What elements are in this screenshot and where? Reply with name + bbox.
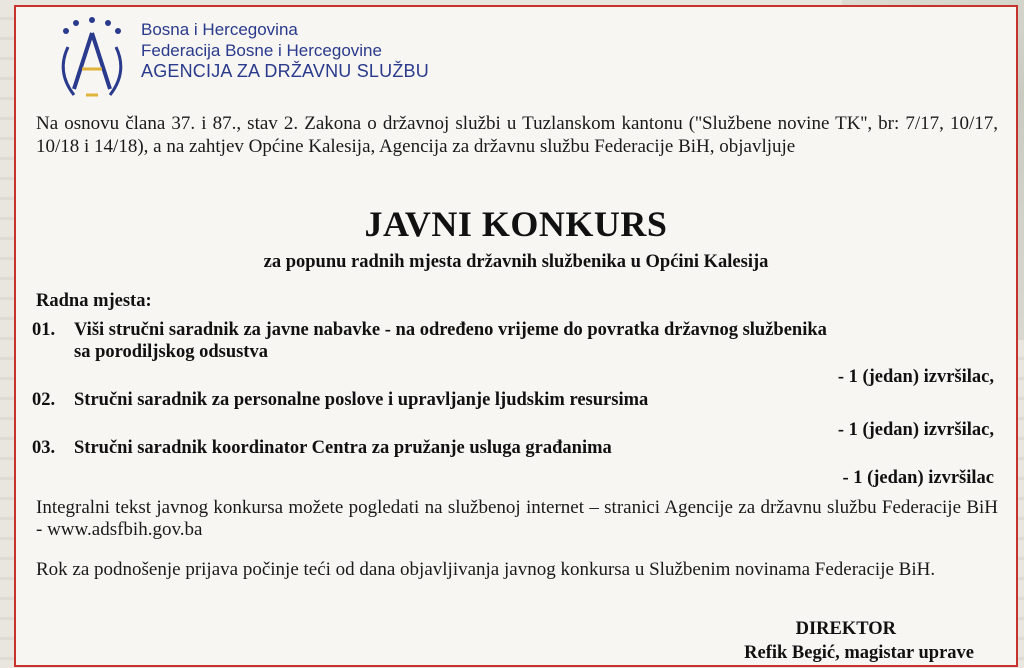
positions-label: Radna mjesta:	[36, 291, 152, 311]
agency-header	[141, 19, 429, 82]
position-count-03: - 1 (jedan) izvršilac	[842, 468, 994, 488]
position-number: 01.	[32, 320, 56, 340]
header-line-federation: Federacija Bosne i Hercegovine	[141, 41, 382, 60]
notice-title: JAVNI KONKURS	[364, 204, 668, 244]
position-count-02: - 1 (jedan) izvršilac,	[837, 420, 994, 440]
position-title: Stručni saradnik koordinator Centra za pružanje usluga građanima	[74, 438, 612, 458]
position-title-continued: sa porodiljskog odsustva	[74, 342, 268, 362]
agency-logo-icon	[46, 17, 138, 101]
position-count-01: - 1 (jedan) izvršilac,	[837, 367, 994, 387]
deadline-paragraph: Rok za podnošenje prijava počinje teći od dana objavljivanja javnog konkursa u Službenim novinama Federacije BiH.	[36, 559, 936, 580]
header-line-agency: AGENCIJA ZA DRŽAVNU SLUŽBU	[141, 61, 429, 81]
position-title: Stručni saradnik za personalne poslove i upravljanje ljudskim resursima	[74, 390, 649, 410]
signature-role: DIREKTOR	[795, 619, 896, 639]
signature-name: Refik Begić, magistar uprave	[744, 643, 974, 663]
notice-subtitle: za popunu radnih mjesta državnih službenika u Općini Kalesija	[263, 252, 769, 272]
position-number: 02.	[32, 390, 56, 410]
intro-paragraph: Na osnovu člana 37. i 87., stav 2. Zakona o državnoj službi u Tuzlanskom kantonu (''Službene novine TK'', br: 7/17, 10/17, 10/18 i 14/18), a na zahtjev Općine Kalesija, Agencija za državnu službu Federacije BiH, objavljuje	[36, 113, 998, 157]
header-line-country: Bosna i Hercegovina	[141, 20, 298, 39]
announcement-box	[14, 5, 1018, 667]
position-number: 03.	[32, 438, 56, 458]
info-paragraph: Integralni tekst javnog konkursa možete pogledati na službenoj internet – stranici Agencije za državnu službu Federacije BiH - www.adsfbih.gov.ba	[36, 497, 998, 540]
position-title: Viši stručni saradnik za javne nabavke - na određeno vrijeme do povratka državnog službenika	[74, 320, 827, 340]
